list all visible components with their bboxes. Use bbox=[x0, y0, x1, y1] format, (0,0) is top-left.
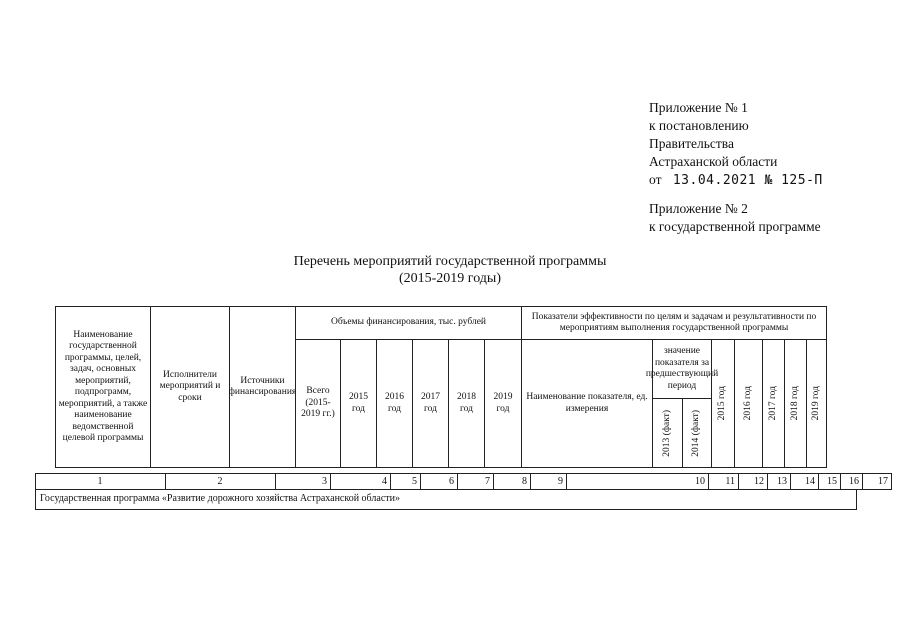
header-2017: 2017 год bbox=[412, 339, 449, 468]
col-num-13: 13 bbox=[767, 473, 791, 490]
col-num-2: 2 bbox=[165, 473, 276, 490]
header-indicator-name: Наименование показателя, ед. измерения bbox=[521, 339, 653, 468]
annex-1-line-1: Приложение № 1 bbox=[649, 100, 748, 115]
annex-1-line-3: Правительства bbox=[649, 136, 734, 151]
header-2016: 2016 год bbox=[376, 339, 413, 468]
header-indicators-group: Показатели эффективности по целям и задачам и результативности по мероприятиям выполнения государственной программы bbox=[521, 306, 827, 340]
annex-1-date-prefix: от bbox=[649, 172, 662, 187]
header-total: Всего (2015-2019 гг.) bbox=[295, 339, 341, 468]
annex-2-line-2: к государственной программе bbox=[649, 219, 821, 234]
document-title: Перечень мероприятий государственной программы bbox=[293, 254, 607, 269]
header-fact-2013: 2013 (факт) bbox=[652, 398, 683, 468]
annex-2-block bbox=[649, 200, 821, 236]
header-2018: 2018 год bbox=[448, 339, 485, 468]
header-2019: 2019 год bbox=[484, 339, 522, 468]
col-num-7: 7 bbox=[457, 473, 494, 490]
col-num-11: 11 bbox=[708, 473, 739, 490]
annex-1-block bbox=[649, 99, 823, 190]
col-num-10: 10 bbox=[566, 473, 709, 490]
col-num-1: 1 bbox=[35, 473, 166, 490]
annex-1-date-value: 13.04.2021 № 125-П bbox=[672, 173, 823, 188]
annex-1-line-2: к постановлению bbox=[649, 118, 749, 133]
header-ind-2016: 2016 год bbox=[734, 339, 763, 468]
col-num-8: 8 bbox=[493, 473, 531, 490]
header-2015: 2015 год bbox=[340, 339, 377, 468]
header-table bbox=[55, 306, 827, 468]
header-sources: Источники финансирования bbox=[229, 306, 296, 468]
annex-2-line-1: Приложение № 2 bbox=[649, 201, 748, 216]
col-num-4: 4 bbox=[330, 473, 391, 490]
col-num-9: 9 bbox=[530, 473, 567, 490]
header-funding-group: Объемы финансирования, тыс. рублей bbox=[295, 306, 522, 340]
header-ind-2017: 2017 год bbox=[762, 339, 785, 468]
header-name: Наименование государственной программы, целей, задач, основных мероприятий, подпрограмм, мероприятий, а также наименование ведомственной целевой программы bbox=[55, 306, 151, 468]
header-prev-period: значение показателя за предшествующий период bbox=[652, 339, 712, 399]
header-executors: Исполнители мероприятий и сроки bbox=[150, 306, 230, 468]
col-num-15: 15 bbox=[818, 473, 841, 490]
col-num-14: 14 bbox=[790, 473, 819, 490]
column-numbers-row bbox=[35, 473, 888, 490]
header-fact-2014: 2014 (факт) bbox=[682, 398, 712, 468]
col-num-12: 12 bbox=[738, 473, 768, 490]
program-row: Государственная программа «Развитие дорожного хозяйства Астраханской области» bbox=[35, 489, 857, 510]
col-num-5: 5 bbox=[390, 473, 421, 490]
col-num-17: 17 bbox=[862, 473, 892, 490]
header-ind-2015: 2015 год bbox=[711, 339, 735, 468]
header-ind-2019: 2019 год bbox=[806, 339, 827, 468]
document-subtitle: (2015-2019 годы) bbox=[398, 271, 501, 286]
annex-1-line-4: Астраханской области bbox=[649, 154, 778, 169]
col-num-16: 16 bbox=[840, 473, 863, 490]
col-num-3: 3 bbox=[275, 473, 331, 490]
annex-1-date-line bbox=[649, 171, 823, 190]
col-num-6: 6 bbox=[420, 473, 458, 490]
header-ind-2018: 2018 год bbox=[784, 339, 807, 468]
